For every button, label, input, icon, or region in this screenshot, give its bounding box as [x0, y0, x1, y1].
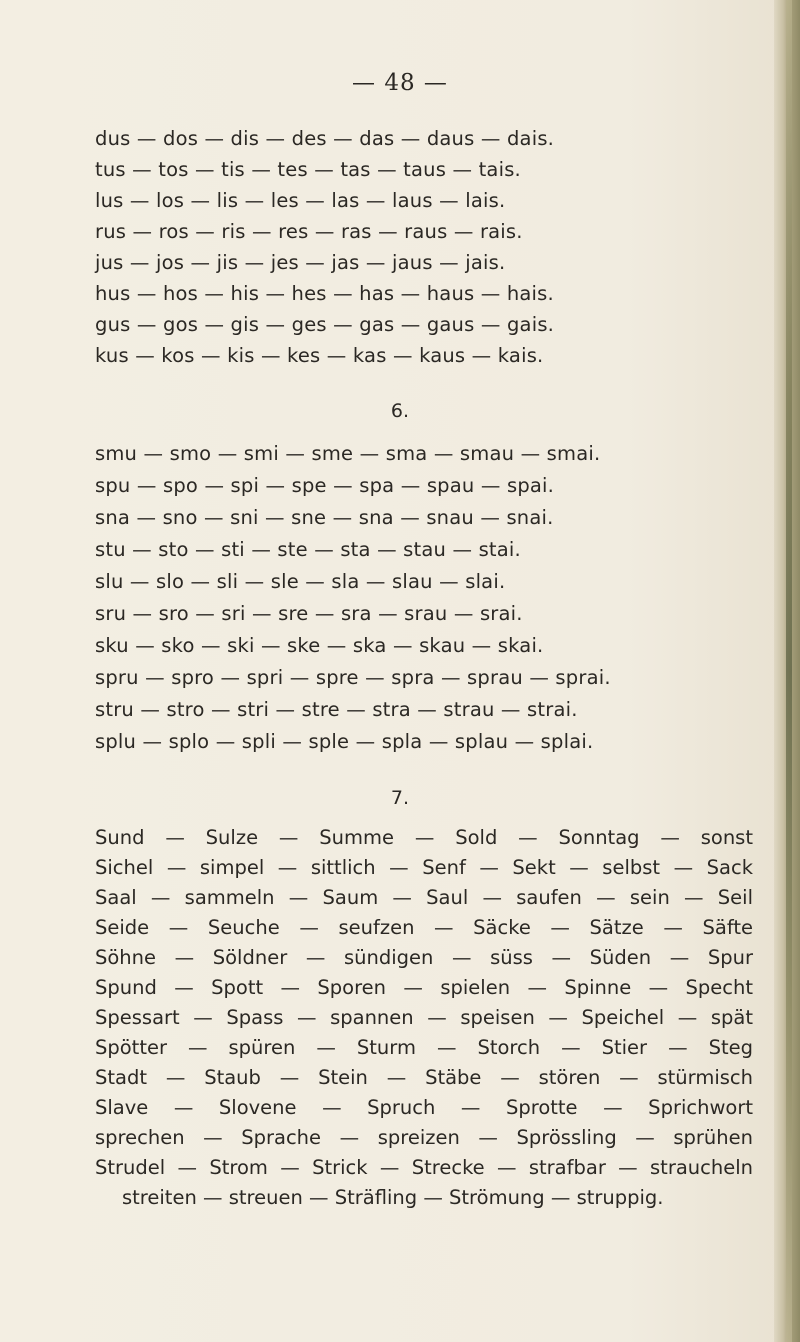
syllable-line: stru — stro — stri — stre — stra — strau — strai. [95, 698, 578, 721]
syllable-line: gus — gos — gis — ges — gas — gaus — gais. [95, 313, 555, 336]
word-line: Slave — Slovene — Spruch — Sprotte — Sprichwort [95, 1096, 753, 1119]
syllable-line: dus — dos — dis — des — das — daus — dais. [95, 127, 555, 150]
section-number: 6. [390, 400, 410, 422]
word-line: Strudel — Strom — Strick — Strecke — strafbar — straucheln [95, 1156, 753, 1179]
page-number: — 48 — [352, 70, 448, 96]
word-line: Sund — Sulze — Summe — Sold — Sonntag — sonst [95, 826, 753, 849]
word-line: Spötter — spüren — Sturm — Storch — Stier — Steg [95, 1036, 753, 1059]
syllable-line: tus — tos — tis — tes — tas — taus — tais. [95, 158, 521, 181]
syllable-line: sru — sro — sri — sre — sra — srau — srai. [95, 602, 523, 625]
binding-edge [786, 0, 792, 1342]
syllable-line: sku — sko — ski — ske — ska — skau — skai. [95, 634, 544, 657]
syllable-line: smu — smo — smi — sme — sma — smau — smai. [95, 442, 601, 465]
section-number: 7. [390, 787, 410, 809]
word-line: Spund — Spott — Sporen — spielen — Spinne — Specht [95, 976, 753, 999]
syllable-line: stu — sto — sti — ste — sta — stau — stai. [95, 538, 521, 561]
syllable-line: splu — splo — spli — sple — spla — splau — splai. [95, 730, 594, 753]
word-line: Seide — Seuche — seufzen — Säcke — Sätze — Säfte [95, 916, 753, 939]
syllable-line: rus — ros — ris — res — ras — raus — rais. [95, 220, 523, 243]
syllable-line: jus — jos — jis — jes — jas — jaus — jais. [95, 251, 506, 274]
word-line: Sichel — simpel — sittlich — Senf — Sekt — selbst — Sack [95, 856, 753, 879]
word-line: Stadt — Staub — Stein — Stäbe — stören — stürmisch [95, 1066, 753, 1089]
syllable-line: slu — slo — sli — sle — sla — slau — slai. [95, 570, 506, 593]
syllable-line: hus — hos — his — hes — has — haus — hais. [95, 282, 554, 305]
word-line: sprechen — Sprache — spreizen — Sprössling — sprühen [95, 1126, 753, 1149]
word-line: Spessart — Spass — spannen — speisen — Speichel — spät [95, 1006, 753, 1029]
word-line: Saal — sammeln — Saum — Saul — saufen — sein — Seil [95, 886, 753, 909]
syllable-line: kus — kos — kis — kes — kas — kaus — kais. [95, 344, 544, 367]
syllable-line: spru — spro — spri — spre — spra — sprau — sprai. [95, 666, 611, 689]
syllable-line: sna — sno — sni — sne — sna — snau — snai. [95, 506, 554, 529]
syllable-line: lus — los — lis — les — las — laus — lais. [95, 189, 506, 212]
word-line: Söhne — Söldner — sündigen — süss — Süden — Spur [95, 946, 753, 969]
syllable-line: spu — spo — spi — spe — spa — spau — spai. [95, 474, 555, 497]
word-line: streiten — streuen — Sträfling — Strömung — struppig. [122, 1186, 664, 1209]
